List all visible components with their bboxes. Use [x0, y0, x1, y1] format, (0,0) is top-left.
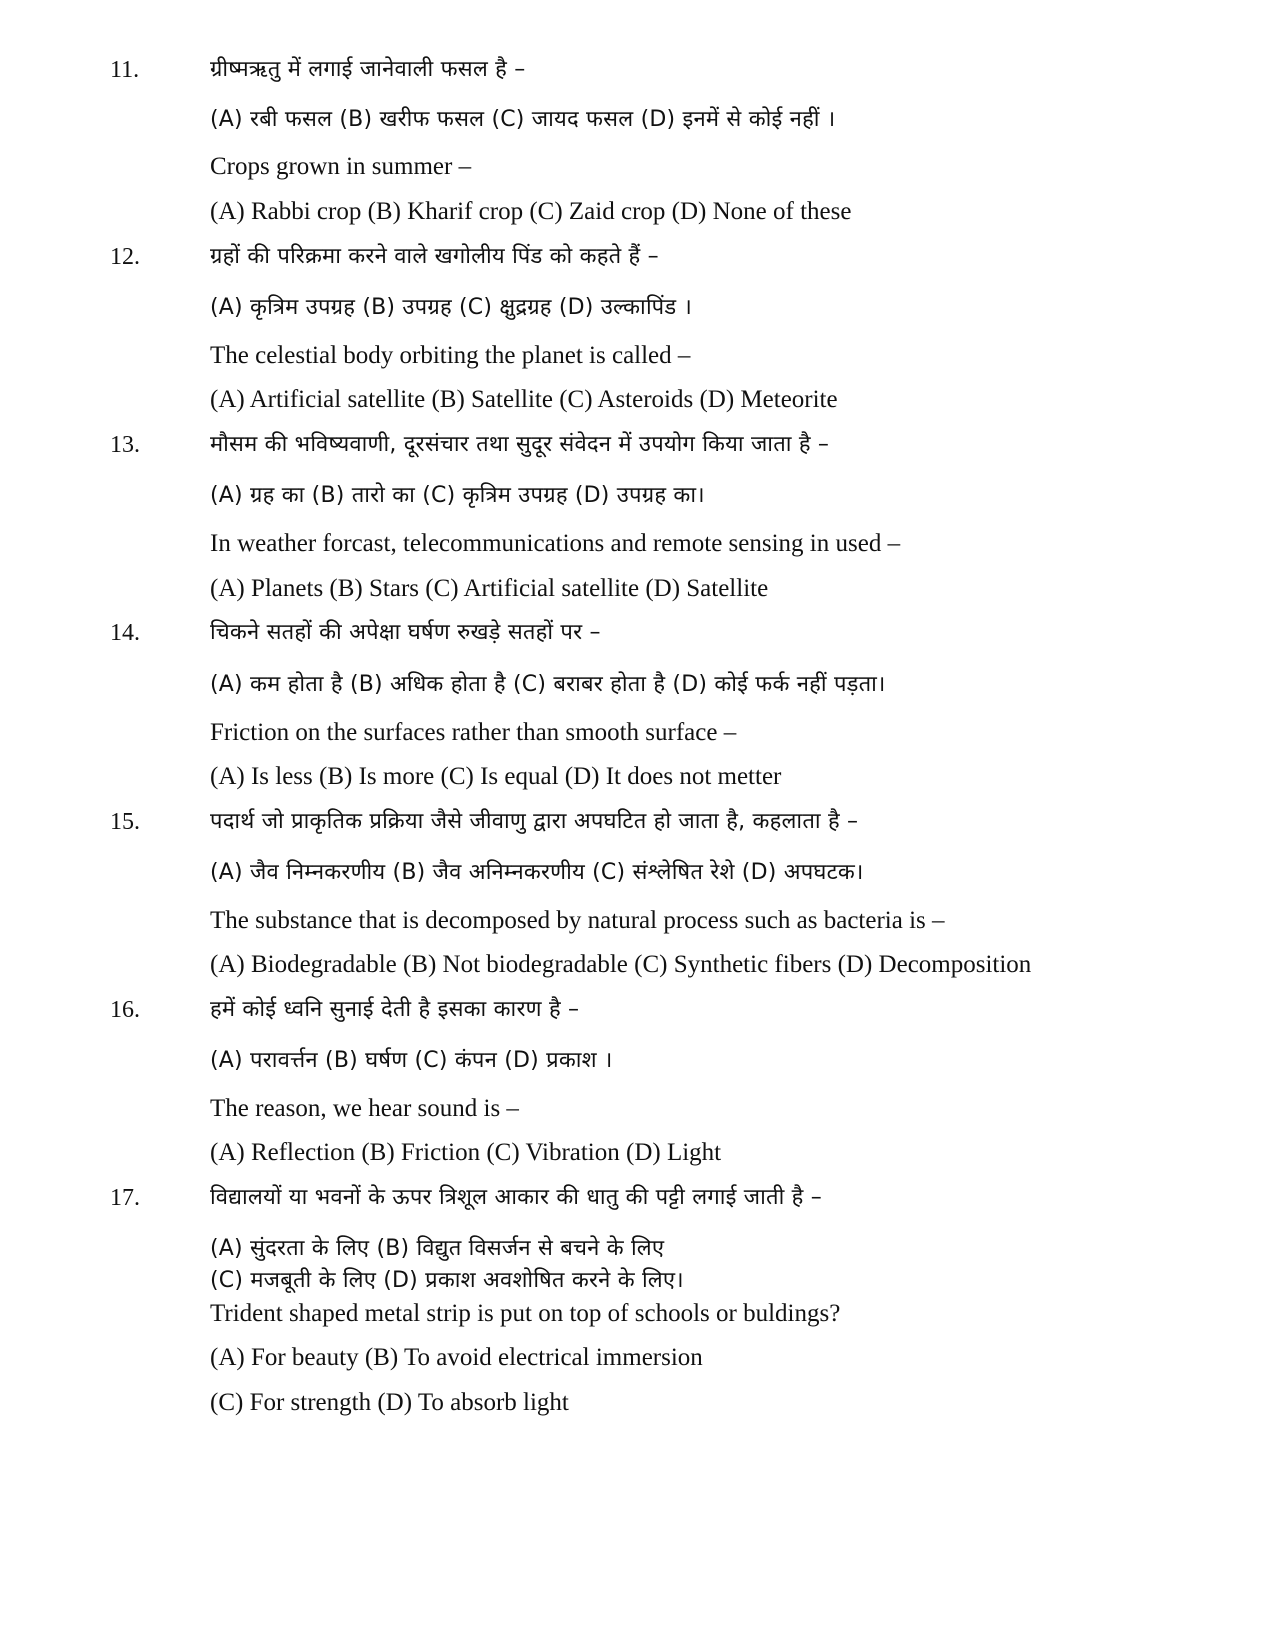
question-number: 17. — [110, 1185, 140, 1211]
hindi-options: (A) कम होता है (B) अधिक होता है (C) बराबर होता है (D) कोई फर्क नहीं पड़ता। — [210, 672, 886, 697]
english-question: Friction on the surfaces rather than smooth surface – — [210, 719, 737, 746]
question-number: 15. — [110, 809, 140, 835]
english-options: (A) Biodegradable (B) Not biodegradable (C) Synthetic fibers (D) Decomposition — [210, 951, 1032, 978]
question-number: 12. — [110, 244, 140, 270]
hindi-options: (A) परावर्त्तन (B) घर्षण (C) कंपन (D) प्रकाश । — [210, 1048, 613, 1073]
hindi-question: पदार्थ जो प्राकृतिक प्रक्रिया जैसे जीवाणु द्वारा अपघटित हो जाता है, कहलाता है – — [210, 809, 859, 834]
hindi-question: विद्यालयों या भवनों के ऊपर त्रिशूल आकार की धातु की पट्टी लगाई जाती है – — [210, 1185, 822, 1210]
hindi-question: ग्रहों की परिक्रमा करने वाले खगोलीय पिंड को कहते हैं – — [210, 244, 659, 269]
english-options: (A) Artificial satellite (B) Satellite (C) Asteroids (D) Meteorite — [210, 386, 838, 413]
hindi-question: हमें कोई ध्वनि सुनाई देती है इसका कारण है – — [210, 997, 580, 1022]
hindi-options: (C) मजबूती के लिए (D) प्रकाश अवशोषित करने के लिए। — [210, 1268, 684, 1293]
question-number: 16. — [110, 997, 140, 1023]
english-options: (C) For strength (D) To absorb light — [210, 1389, 569, 1416]
english-question: In weather forcast, telecommunications and remote sensing in used – — [210, 530, 901, 557]
english-options: (A) Rabbi crop (B) Kharif crop (C) Zaid crop (D) None of these — [210, 198, 852, 225]
english-options: (A) Planets (B) Stars (C) Artificial satellite (D) Satellite — [210, 575, 769, 602]
english-question: Crops grown in summer – — [210, 153, 472, 180]
hindi-options: (A) ग्रह का (B) तारो का (C) कृत्रिम उपग्रह (D) उपग्रह का। — [210, 483, 705, 508]
english-options: (A) Is less (B) Is more (C) Is equal (D) It does not metter — [210, 763, 782, 790]
hindi-options: (A) जैव निम्नकरणीय (B) जैव अनिम्नकरणीय (C) संश्लेषित रेशे (D) अपघटक। — [210, 860, 864, 885]
question-number: 13. — [110, 432, 140, 458]
hindi-question: चिकने सतहों की अपेक्षा घर्षण रुखड़े सतहों पर – — [210, 620, 601, 645]
hindi-options: (A) सुंदरता के लिए (B) विद्युत विसर्जन से बचने के लिए — [210, 1236, 665, 1261]
english-options: (A) Reflection (B) Friction (C) Vibration (D) Light — [210, 1139, 722, 1166]
hindi-question: मौसम की भविष्यवाणी, दूरसंचार तथा सुदूर संवेदन में उपयोग किया जाता है – — [210, 432, 830, 457]
question-number: 14. — [110, 620, 140, 646]
english-options: (A) For beauty (B) To avoid electrical immersion — [210, 1344, 703, 1371]
english-question: The reason, we hear sound is – — [210, 1095, 519, 1122]
english-question: Trident shaped metal strip is put on top of schools or buldings? — [210, 1300, 841, 1327]
hindi-options: (A) कृत्रिम उपग्रह (B) उपग्रह (C) क्षुद्रग्रह (D) उल्कापिंड । — [210, 295, 693, 320]
hindi-options: (A) रबी फसल (B) खरीफ फसल (C) जायद फसल (D) इनमें से कोई नहीं । — [210, 107, 836, 132]
english-question: The celestial body orbiting the planet is called – — [210, 342, 691, 369]
english-question: The substance that is decomposed by natural process such as bacteria is – — [210, 907, 945, 934]
hindi-question: ग्रीष्मऋतु में लगाई जानेवाली फसल है – — [210, 57, 526, 82]
question-number: 11. — [110, 57, 140, 83]
